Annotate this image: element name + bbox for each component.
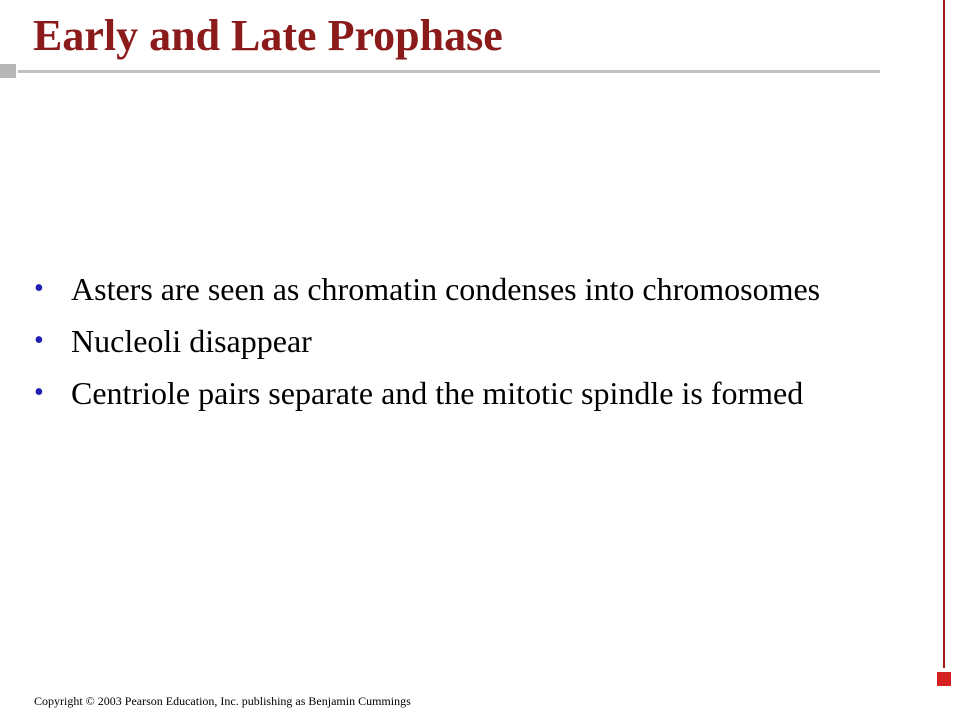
bullet-text: Nucleoli disappear [71,323,312,359]
title-divider [18,70,880,73]
bullet-text: Centriole pairs separate and the mitotic spindle is formed [71,375,804,411]
bullet-point-icon: • [34,377,44,408]
copyright-footer: Copyright © 2003 Pearson Education, Inc. publishing as Benjamin Cummings [34,694,411,708]
bullet-list [34,270,874,426]
right-edge-line [943,0,945,668]
bullet-point-icon: • [34,325,44,356]
left-corner-marker [0,64,16,78]
bullet-item [34,322,874,360]
slide-title: Early and Late Prophase [33,11,503,60]
bullet-item [34,374,874,412]
bullet-text: Asters are seen as chromatin condenses into chromosomes [71,271,821,307]
right-corner-marker [937,672,951,686]
bullet-item [34,270,874,308]
bullet-point-icon: • [34,273,44,304]
